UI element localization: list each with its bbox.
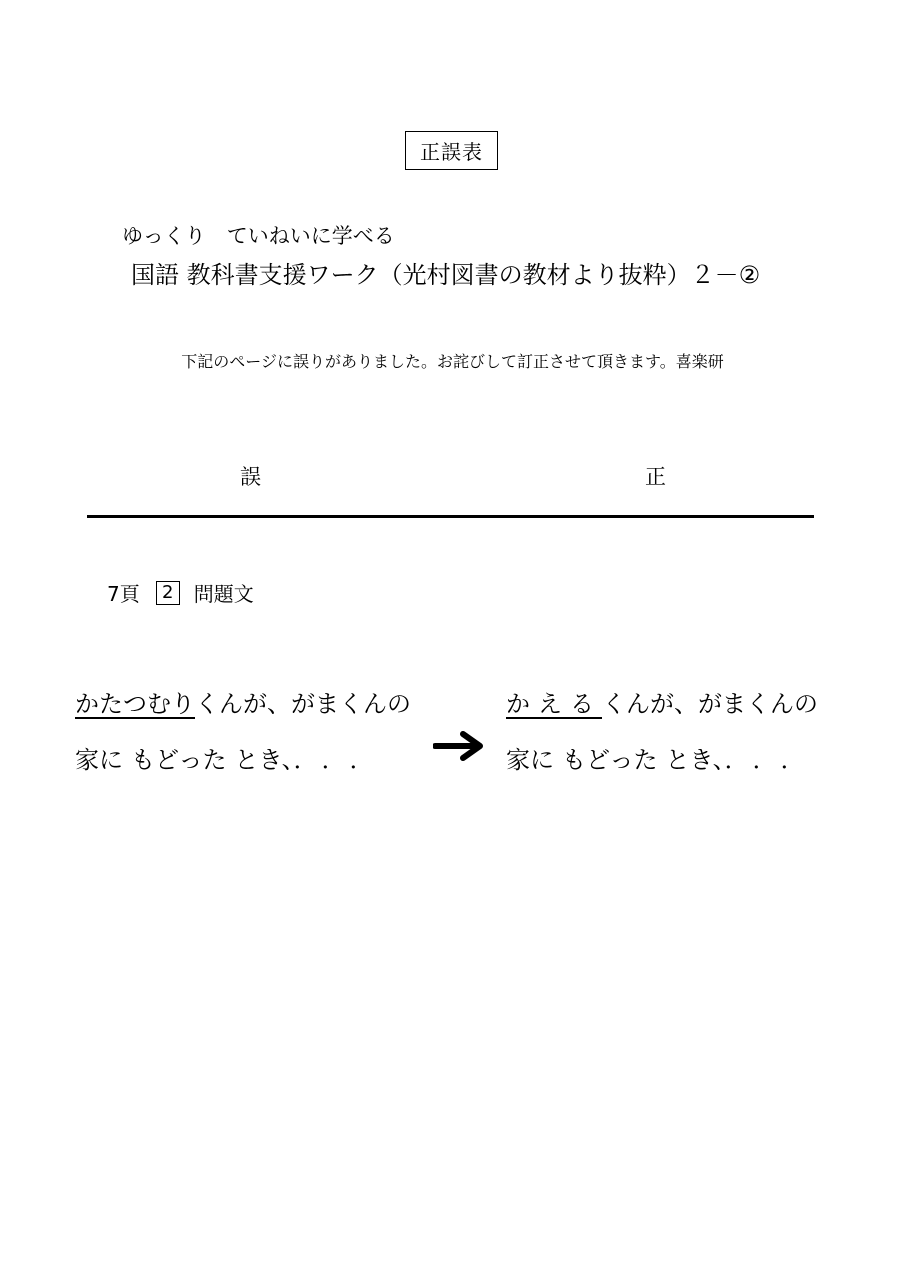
wrong-line-2 [75, 732, 411, 788]
section-label: 問題文 [193, 582, 254, 606]
correct-line-2-a: 家に [506, 746, 554, 774]
book-title: 国語 教科書支援ワーク（光村図書の教材より抜粋）２－② [131, 261, 761, 289]
wrong-line-1 [75, 676, 411, 732]
header-correct: 正 [645, 465, 666, 489]
correct-line-2 [506, 732, 821, 788]
correct-line-2-dots: ．．． [724, 746, 821, 774]
wrong-line-2-c: とき、 [234, 746, 294, 774]
page-number: 7頁 [107, 582, 140, 606]
header-divider [87, 515, 814, 518]
arrow-right-icon [433, 730, 485, 762]
wrong-line-2-dots: ．．． [293, 746, 390, 774]
apology-note: 下記のページに誤りがありました。お詫びして訂正させて頂きます。喜楽研 [181, 352, 724, 371]
correct-line-2-c: とき、 [665, 746, 725, 774]
wrong-passage [75, 676, 411, 788]
series-subtitle: ゆっくり ていねいに学べる [122, 224, 395, 248]
correct-passage [506, 676, 821, 788]
error-location [107, 578, 254, 607]
wrong-highlight: かたつむり [75, 690, 195, 718]
correct-line-1 [506, 676, 821, 732]
wrong-line-2-a: 家に [75, 746, 123, 774]
document-title: 正誤表 [405, 131, 498, 170]
header-wrong: 誤 [240, 465, 261, 489]
wrong-line-1-rest: くんが、がまくんの [195, 690, 411, 718]
wrong-line-2-b: もどった [131, 746, 227, 774]
correct-highlight: かえる [506, 690, 602, 718]
question-number-box: 2 [156, 581, 180, 605]
correct-line-1-rest: くんが、がまくんの [602, 690, 818, 718]
correct-line-2-b: もどった [562, 746, 658, 774]
